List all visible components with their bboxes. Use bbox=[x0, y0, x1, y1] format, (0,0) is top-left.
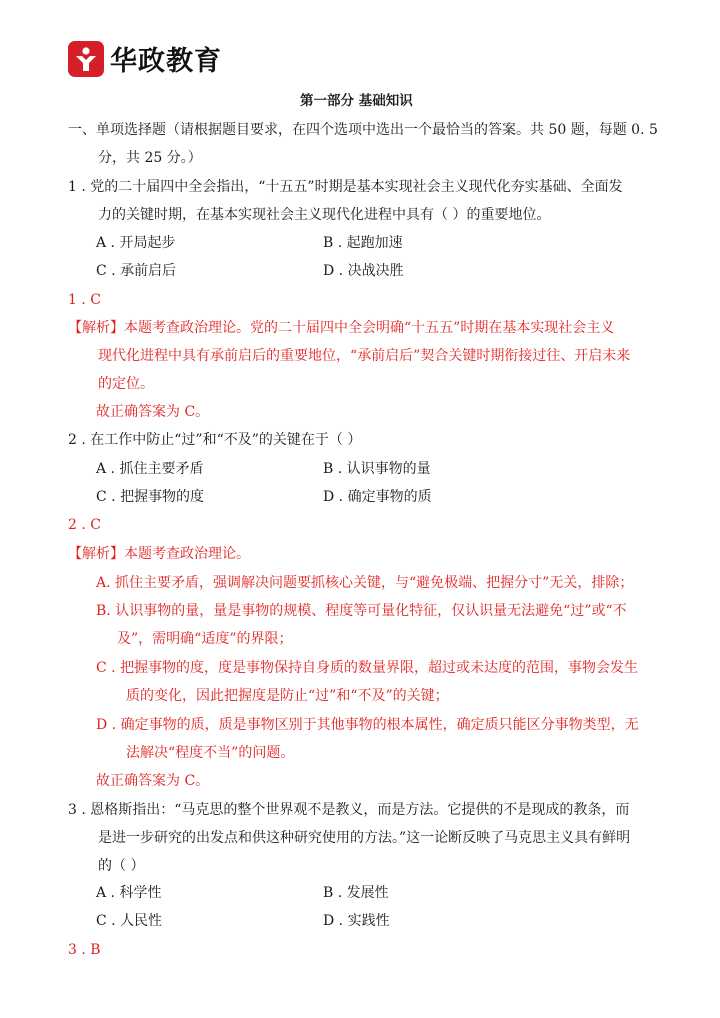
brand-logo bbox=[68, 39, 222, 78]
question-2-option-a: A . 抓住主要矛盾 bbox=[96, 461, 204, 477]
question-3-stem-line-1: 3 . 恩格斯指出：“马克思的整个世界观不是教义，而是方法。它提供的不是现成的教条，而 bbox=[68, 802, 630, 818]
question-2-answer: 2 . C bbox=[68, 517, 101, 533]
question-1-analysis-line-2: 现代化进程中具有承前启后的重要地位，“承前启后”契合关键时期衔接过往、开启未来 bbox=[98, 348, 631, 364]
question-2-analysis-d-line-1: D . 确定事物的质，质是事物区别于其他事物的根本属性，确定质只能区分事物类型，无 bbox=[96, 717, 639, 733]
question-3-stem-line-3: 的（ ） bbox=[98, 858, 145, 874]
question-2-stem: 2 . 在工作中防止“过”和“不及”的关键在于（ ） bbox=[68, 432, 362, 448]
question-1-option-b: B . 起跑加速 bbox=[323, 235, 403, 251]
question-3-option-b: B . 发展性 bbox=[323, 885, 389, 901]
question-2-option-c: C . 把握事物的度 bbox=[96, 489, 205, 505]
question-2-option-d: D . 确定事物的质 bbox=[323, 489, 432, 505]
question-3-option-d: D . 实践性 bbox=[323, 913, 390, 929]
question-1-stem-line-2: 力的关键时期，在基本实现社会主义现代化进程中具有（ ）的重要地位。 bbox=[98, 207, 551, 223]
question-2-analysis-a: A. 抓住主要矛盾，强调解决问题要抓核心关键，与“避免极端、把握分寸”无关，排除； bbox=[96, 575, 634, 591]
question-2-analysis-b-line-2: 及”，需明确“适度”的界限； bbox=[117, 631, 293, 647]
question-1-option-d: D . 决战决胜 bbox=[323, 263, 404, 279]
question-1-analysis-line-3: 的定位。 bbox=[98, 376, 154, 392]
question-2-analysis-c-line-2: 质的变化，因此把握度是防止“过”和“不及”的关键； bbox=[126, 688, 449, 704]
question-2-conclusion: 故正确答案为 C。 bbox=[96, 773, 210, 789]
brand-logo-icon bbox=[68, 41, 104, 77]
question-2-analysis-b-line-1: B. 认识事物的量，量是事物的规模、程度等可量化特征，仅认识量无法避免“过”或“不 bbox=[96, 603, 627, 619]
question-1-answer: 1 . C bbox=[68, 292, 101, 308]
question-3-option-a: A . 科学性 bbox=[96, 885, 162, 901]
question-3-option-c: C . 人民性 bbox=[96, 913, 163, 929]
question-2-analysis-d-line-2: 法解决“程度不当”的问题。 bbox=[126, 745, 295, 761]
question-1-analysis-line-1: 【解析】本题考查政治理论。党的二十届四中全会明确“十五五”时期在基本实现社会主义 bbox=[68, 320, 615, 336]
brand-name: 华政教育 bbox=[110, 46, 222, 77]
question-3-answer: 3 . B bbox=[68, 942, 101, 958]
question-3-stem-line-2: 是进一步研究的出发点和供这种研究使用的方法。”这一论断反映了马克思主义具有鲜明 bbox=[98, 830, 631, 846]
question-1-stem-line-1: 1 . 党的二十届四中全会指出，“十五五”时期是基本实现社会主义现代化夯实基础、全面发 bbox=[68, 179, 623, 195]
section-title: 第一部分 基础知识 bbox=[300, 93, 413, 109]
question-1-conclusion: 故正确答案为 C。 bbox=[96, 404, 210, 420]
instructions-line-2: 分，共 25 分。） bbox=[98, 150, 202, 166]
question-2-option-b: B . 认识事物的量 bbox=[323, 461, 431, 477]
question-2-analysis-c-line-1: C . 把握事物的度，度是事物保持自身质的数量界限，超过或未达度的范围，事物会发生 bbox=[96, 660, 639, 676]
question-1-option-a: A . 开局起步 bbox=[96, 235, 176, 251]
instructions-line-1: 一、单项选择题（请根据题目要求，在四个选项中选出一个最恰当的答案。共 50 题，每题 0. 5 bbox=[68, 122, 658, 138]
question-1-option-c: C . 承前启后 bbox=[96, 263, 177, 279]
question-2-analysis-head: 【解析】本题考查政治理论。 bbox=[68, 546, 250, 562]
